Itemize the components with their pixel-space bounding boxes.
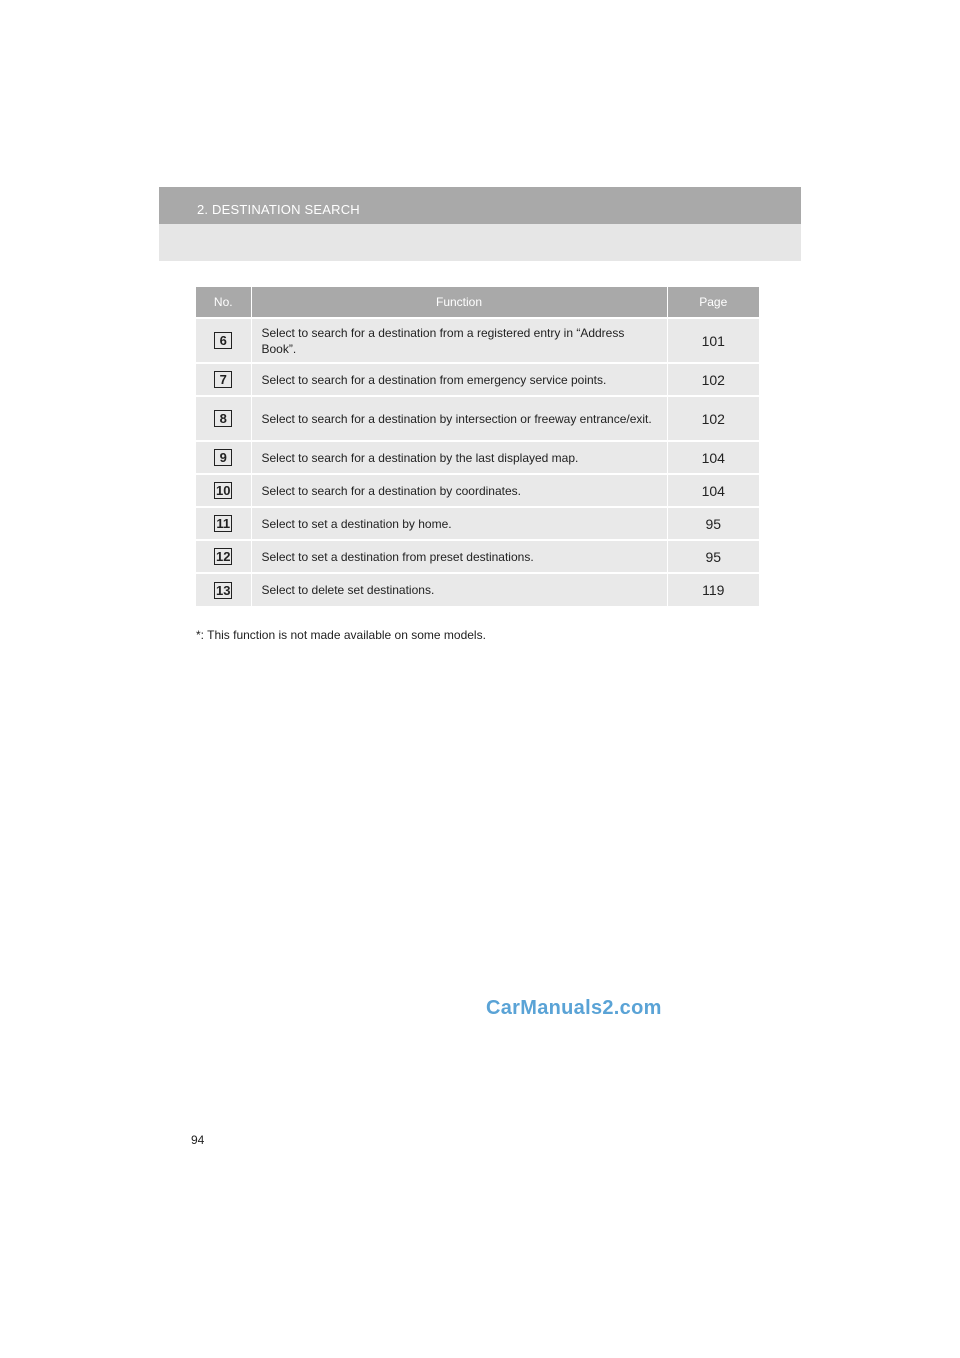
function-cell: Select to set a destination by home. <box>251 507 667 540</box>
table-row <box>196 363 759 396</box>
function-cell: Select to set a destination from preset destinations. <box>251 540 667 573</box>
item-number-badge: 9 <box>214 449 232 466</box>
section-header-bar <box>159 187 801 224</box>
section-title: 2. DESTINATION SEARCH <box>197 202 360 217</box>
function-table <box>196 287 759 606</box>
item-number-badge: 11 <box>214 515 232 532</box>
function-cell: Select to search for a destination by the last displayed map. <box>251 441 667 474</box>
page-cell: 102 <box>667 396 759 441</box>
page-cell: 104 <box>667 474 759 507</box>
column-header-page: Page <box>667 287 759 318</box>
page-number: 94 <box>191 1133 205 1147</box>
footnote: *: This function is not made available on some models. <box>196 628 486 642</box>
item-number-badge: 8 <box>214 410 232 427</box>
table-row <box>196 474 759 507</box>
table-row <box>196 573 759 606</box>
table-row <box>196 507 759 540</box>
table-row <box>196 396 759 441</box>
page-cell: 102 <box>667 363 759 396</box>
table-row <box>196 441 759 474</box>
column-header-function: Function <box>251 287 667 318</box>
item-number-badge: 6 <box>214 332 232 349</box>
function-cell: Select to search for a destination from a registered entry in “Address Book”. <box>251 318 667 363</box>
watermark-logo: CarManuals2.com <box>486 997 662 1019</box>
function-cell: Select to search for a destination by coordinates. <box>251 474 667 507</box>
page-cell: 95 <box>667 507 759 540</box>
table-header-row <box>196 287 759 318</box>
page-cell: 95 <box>667 540 759 573</box>
item-number-badge: 7 <box>214 371 232 388</box>
page-cell: 101 <box>667 318 759 363</box>
item-number-badge: 13 <box>216 582 231 598</box>
table-row <box>196 540 759 573</box>
page-cell: 119 <box>667 573 759 606</box>
function-cell: Select to search for a destination from emergency service points. <box>251 363 667 396</box>
page-cell: 104 <box>667 441 759 474</box>
function-cell: Select to delete set destinations. <box>251 573 667 606</box>
column-header-no: No. <box>196 287 251 318</box>
item-number-badge: 10 <box>216 483 231 498</box>
function-cell: Select to search for a destination by intersection or freeway entrance/exit. <box>251 396 667 441</box>
section-header <box>159 187 801 261</box>
item-number-badge: 12 <box>216 549 231 564</box>
table-row <box>196 318 759 363</box>
